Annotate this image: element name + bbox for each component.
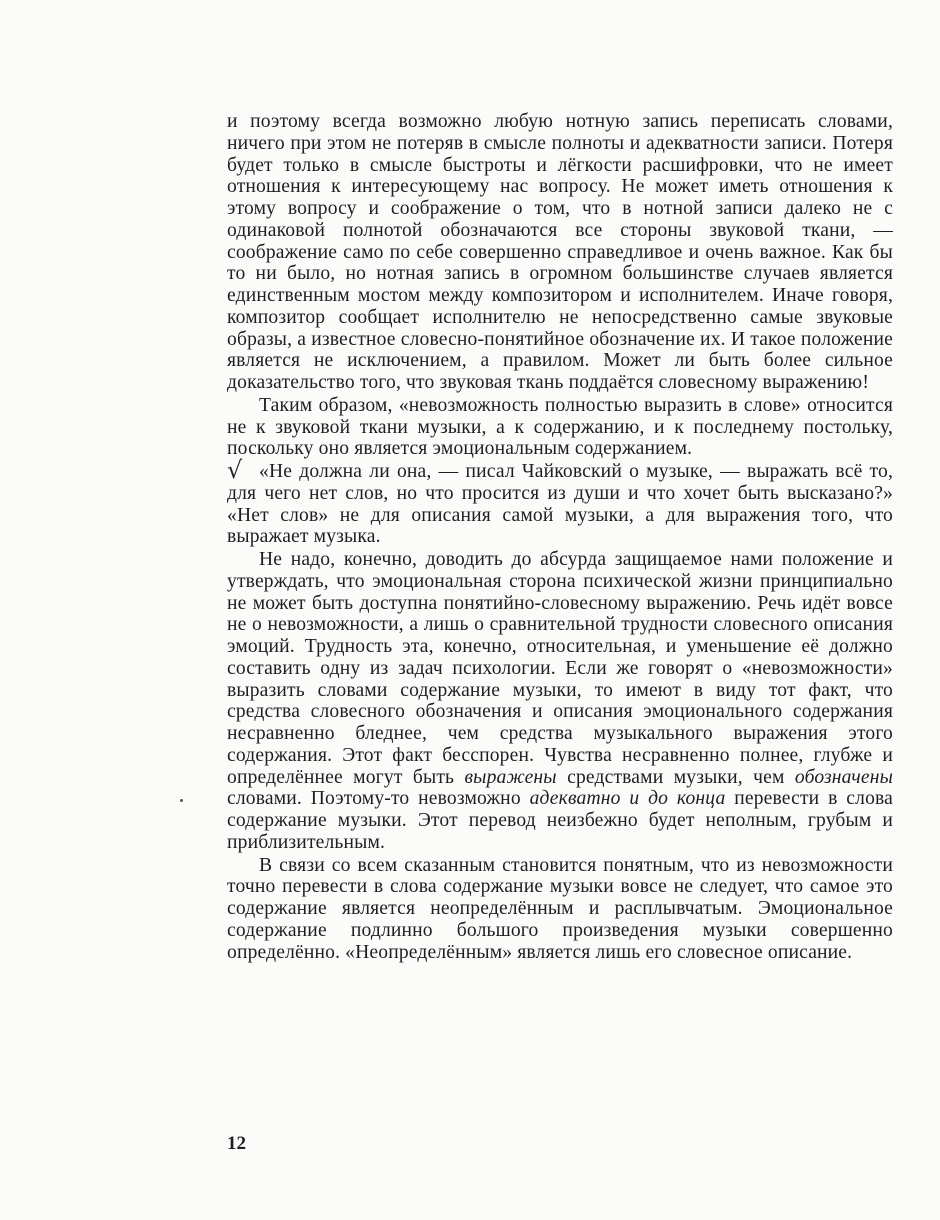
paragraph-4 (227, 549, 893, 854)
text-run: перевести в слова содержание музыки. Этот перевод неизбежно будет неполным, грубым и приблизительным. (227, 788, 894, 853)
text-run: В связи со всем сказанным становится понятным, что из невозможности точно перевести в слова содержание музыки вовсе не следует, что самое это содержание является неопределённым и расплывчатым. Эмоциональное содержание подлинно большого произведения музыки совершенно определённо. «Неопределённым» является лишь его словесное описание. (227, 854, 893, 963)
text-run: «Не должна ли она, — писал Чайковский о музыке, — выражать всё то, для чего нет слов, но что просится из души и что хочет быть высказано?» «Нет слов» не для описания самой музыки, а для выражения того, что выражает музыка. (227, 461, 893, 548)
paragraph-5 (227, 855, 893, 964)
page-number: 12 (227, 1133, 246, 1154)
text-run: средствами музыки, чем (556, 766, 795, 788)
text-run: Не надо, конечно, доводить до абсурда защищаемое нами положение и утверждать, что эмоциональная сторона психической жизни принципиально не может быть доступна понятийно-словесному выражению. Речь идёт вовсе не о невозможности, а лишь о сравнительной трудности словесного описания эмоций. Трудность эта, конечно, относительная, и уменьшение её должно составить одну из задач психологии. Если же говорят о «невозможности» выразить словами содержание музыки, то имеют в виду тот факт, что средства словесного обозначения и описания эмоционального содержания несравненно бледнее, чем средства музыкального выражения этого содержания. Этот факт бесспорен. Чувства несравненно полнее, глубже и определённее могут быть (227, 549, 893, 788)
margin-check-mark: √ (227, 456, 243, 484)
italic-text-run: адекватно и до конца (529, 788, 726, 810)
text-run: словами. Поэтому-то невозможно (227, 788, 530, 810)
paragraph-3 (227, 461, 893, 548)
italic-text-run: выражены (464, 766, 557, 788)
italic-text-run: обозначены (794, 766, 894, 788)
text-run: Таким образом, «невозможность полностью выразить в слове» относится не к звуковой ткани музыки, а к содержанию, и к последнему постольку, поскольку оно является эмоциональным содержанием. (227, 394, 893, 460)
body-text (227, 111, 893, 963)
paragraph-1 (227, 111, 893, 394)
paragraph-2 (227, 395, 893, 460)
margin-dot (180, 799, 183, 802)
text-run: и поэтому всегда возможно любую нотную запись переписать словами, ничего при этом не потеряв в смысле полноты и адекватности записи. Потеря будет только в смысле быстроты и лёгкости расшифровки, что не имеет отношения к интересующему нас вопросу. Не может иметь отношения к этому вопросу и соображение о том, что в нотной записи далеко не с одинаковой полнотой обозначаются все стороны звуковой ткани, — соображение само по себе совершенно справедливое и очень важное. Как бы то ни было, но нотная запись в огромном большинстве случаев является единственным мостом между композитором и исполнителем. Иначе говоря, композитор сообщает исполнителю не непосредственно самые звуковые образы, а известное словесно-понятийное обозначение их. И такое положение является не исключением, а правилом. Может ли быть более сильное доказательство того, что звуковая ткань поддаётся словесному выражению! (227, 111, 893, 393)
